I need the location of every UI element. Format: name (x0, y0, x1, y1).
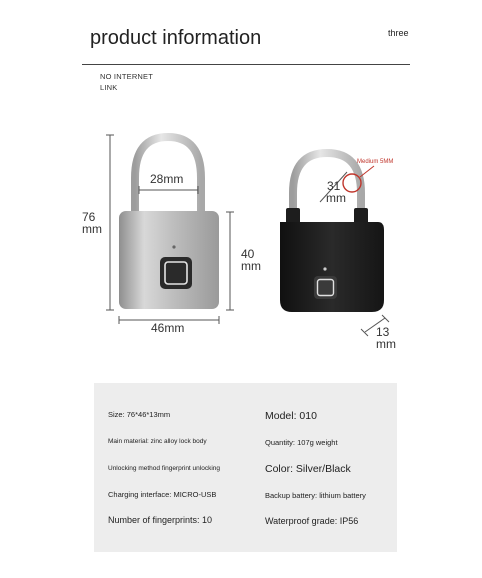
spec-charging: Charging interface: MICRO-USB (108, 490, 217, 499)
spec-quantity: Quantity: 107g weight (265, 438, 338, 447)
spec-fingerprints: Number of fingerprints: 10 (108, 515, 213, 525)
spec-waterproof: Waterproof grade: IP56 (265, 516, 359, 526)
spec-material: Main material: zinc alloy lock body (108, 438, 207, 445)
silver-height-value: 76 (82, 210, 96, 224)
black-shackle-diameter-unit: mm (326, 191, 346, 205)
spec-color: Color: Silver/Black (265, 463, 351, 475)
spec-unlocking: Unlocking method fingerprint unlocking (108, 465, 221, 472)
page-number-label: three (388, 28, 409, 38)
black-thickness-unit: mm (376, 337, 396, 351)
black-shackle-diameter-value: 31 (327, 179, 341, 193)
spec-model: Model: 010 (265, 410, 317, 422)
spec-size: Size: 76*46*13mm (108, 410, 171, 419)
subline-no-internet: NO INTERNET (100, 72, 154, 81)
page-title: product information (90, 27, 262, 49)
black-thickness-value: 13 (376, 325, 390, 339)
silver-height-unit: mm (82, 222, 102, 236)
silver-padlock (119, 137, 219, 309)
spec-backup: Backup battery: lithium battery (265, 491, 366, 500)
silver-body-height-value: 40 (241, 247, 255, 261)
silver-body-height-unit: mm (241, 259, 261, 273)
silver-shackle-width-label: 28mm (150, 172, 184, 186)
silver-body-width-label: 46mm (151, 321, 185, 335)
black-padlock (280, 153, 384, 312)
subline-link: LINK (100, 83, 118, 92)
shackle-callout-label: Medium 5MM (357, 159, 394, 165)
